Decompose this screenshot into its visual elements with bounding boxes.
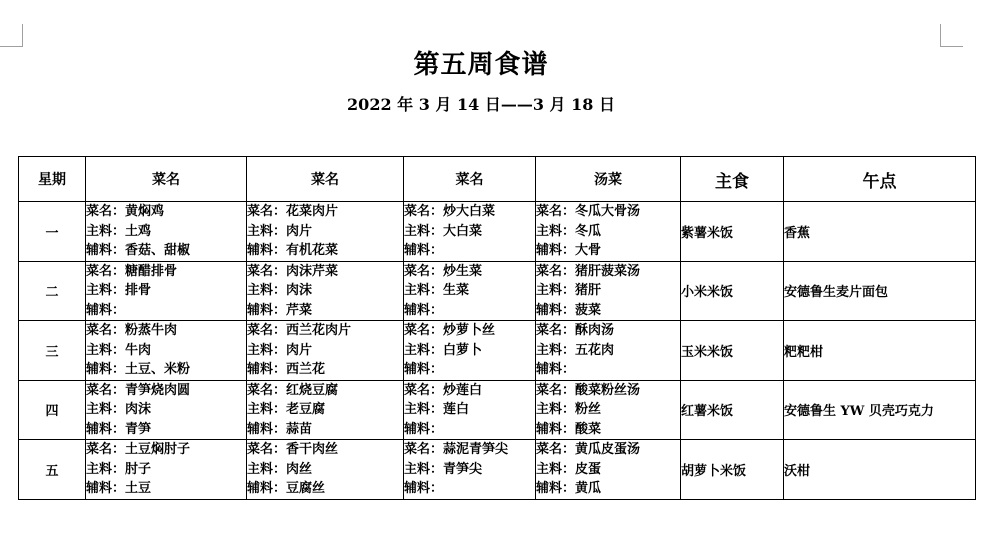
staple-cell: 紫薯米饭 — [681, 202, 784, 262]
side-ingredient: 辅料： — [404, 302, 444, 318]
side-ingredient: 辅料： — [404, 243, 444, 258]
side-ingredient: 辅料：土豆、米粉 — [86, 362, 191, 377]
main-ingredient: 主料：排骨 — [86, 283, 152, 298]
staple-cell: 胡萝卜米饭 — [681, 440, 784, 500]
side-ingredient: 辅料： — [86, 302, 126, 318]
main-ingredient: 主料：粉丝 — [536, 402, 602, 417]
snack-cell: 沃柑 — [784, 440, 976, 500]
dish-name: 菜名：糖醋排骨 — [86, 263, 178, 279]
snack-cell: 香蕉 — [784, 202, 976, 262]
header-dish-1: 菜名 — [86, 157, 247, 202]
dish-name: 菜名：粉蒸牛肉 — [86, 323, 178, 338]
dish-cell — [247, 380, 404, 440]
main-ingredient: 主料：白萝卜 — [404, 342, 483, 358]
main-ingredient: 主料：皮蛋 — [536, 461, 602, 477]
dish-name: 菜名：炒萝卜丝 — [404, 323, 496, 338]
main-ingredient: 主料：肉片 — [247, 223, 313, 239]
side-ingredient: 辅料： — [404, 362, 444, 377]
header-row — [19, 157, 976, 202]
dish-name: 菜名：香干肉丝 — [247, 442, 339, 457]
dish-cell — [247, 261, 404, 321]
date-range: 2022 年 3 月 14 日——3 月 18 日 — [347, 95, 615, 114]
dish-name: 菜名：土豆焖肘子 — [86, 442, 191, 457]
main-ingredient: 主料：冬瓜 — [536, 223, 602, 239]
dish-name: 菜名：红烧豆腐 — [247, 382, 339, 398]
header-weekday: 星期 — [19, 157, 86, 202]
side-ingredient: 辅料：西兰花 — [247, 362, 326, 377]
main-ingredient: 主料：土鸡 — [86, 223, 152, 239]
weekday-cell: 一 — [19, 202, 86, 262]
main-ingredient: 主料：五花肉 — [536, 342, 615, 358]
side-ingredient: 辅料： — [536, 362, 576, 377]
dish-cell — [86, 380, 247, 440]
main-ingredient: 主料：青笋尖 — [404, 461, 483, 477]
table-row — [19, 202, 976, 262]
side-ingredient: 辅料：土豆 — [86, 481, 152, 496]
weekday-cell: 二 — [19, 261, 86, 321]
dish-name: 菜名：肉沫芹菜 — [247, 263, 339, 279]
side-ingredient: 辅料：青笋 — [86, 421, 152, 437]
main-ingredient: 主料：肉沫 — [247, 283, 313, 298]
table-row — [19, 440, 976, 500]
dish-name: 菜名：酸菜粉丝汤 — [536, 382, 641, 398]
staple-cell: 红薯米饭 — [681, 380, 784, 440]
weekday-cell: 三 — [19, 321, 86, 381]
table-row — [19, 261, 976, 321]
dish-cell — [86, 440, 247, 500]
header-snack: 午点 — [784, 157, 976, 202]
header-dish-2: 菜名 — [247, 157, 404, 202]
main-ingredient: 主料：肉丝 — [247, 461, 313, 477]
header-soup: 汤菜 — [536, 157, 681, 202]
dish-cell — [404, 380, 536, 440]
side-ingredient: 辅料：黄瓜 — [536, 481, 602, 496]
dish-cell — [404, 321, 536, 381]
main-ingredient: 主料：牛肉 — [86, 342, 152, 358]
main-ingredient: 主料：肘子 — [86, 461, 152, 477]
dish-cell — [404, 202, 536, 262]
main-ingredient: 主料：生菜 — [404, 283, 470, 298]
dish-name: 菜名：炒莲白 — [404, 382, 483, 398]
snack-cell: 粑粑柑 — [784, 321, 976, 381]
menu-table — [18, 156, 976, 500]
main-ingredient: 主料：莲白 — [404, 402, 470, 417]
side-ingredient: 辅料：香菇、甜椒 — [86, 243, 191, 258]
dish-name: 菜名：蒜泥青笋尖 — [404, 442, 509, 457]
table-row — [19, 321, 976, 381]
side-ingredient: 辅料： — [404, 481, 444, 496]
main-ingredient: 主料：老豆腐 — [247, 402, 326, 417]
header-dish-3: 菜名 — [404, 157, 536, 202]
soup-cell — [536, 440, 681, 500]
dish-name: 菜名：黄瓜皮蛋汤 — [536, 442, 641, 457]
dish-name: 菜名：炒大白菜 — [404, 204, 496, 219]
weekday-cell: 五 — [19, 440, 86, 500]
dish-name: 菜名：西兰花肉片 — [247, 323, 352, 338]
dish-name: 菜名：花菜肉片 — [247, 204, 339, 219]
dish-cell — [404, 440, 536, 500]
dish-cell — [404, 261, 536, 321]
dish-cell — [247, 202, 404, 262]
dish-cell — [247, 440, 404, 500]
side-ingredient: 辅料：有机花菜 — [247, 243, 339, 258]
soup-cell — [536, 380, 681, 440]
staple-cell: 玉米米饭 — [681, 321, 784, 381]
dish-name: 菜名：青笋烧肉圆 — [86, 382, 191, 398]
snack-cell: 安德鲁生 YW 贝壳巧克力 — [784, 380, 976, 440]
side-ingredient: 辅料：芹菜 — [247, 302, 313, 318]
main-ingredient: 主料：猪肝 — [536, 283, 602, 298]
dish-cell — [247, 321, 404, 381]
dish-name: 菜名：冬瓜大骨汤 — [536, 204, 641, 219]
dish-name: 菜名：酥肉汤 — [536, 323, 615, 338]
side-ingredient: 辅料：蒜苗 — [247, 421, 313, 437]
dish-name: 菜名：猪肝菠菜汤 — [536, 263, 641, 279]
snack-cell: 安德鲁生麦片面包 — [784, 261, 976, 321]
side-ingredient: 辅料：酸菜 — [536, 421, 602, 437]
soup-cell — [536, 321, 681, 381]
main-ingredient: 主料：肉片 — [247, 342, 313, 358]
side-ingredient: 辅料：菠菜 — [536, 302, 602, 318]
dish-name: 菜名：黄焖鸡 — [86, 204, 165, 219]
weekday-cell: 四 — [19, 380, 86, 440]
dish-cell — [86, 261, 247, 321]
soup-cell — [536, 261, 681, 321]
page-title: 第五周食谱 — [413, 50, 549, 80]
dish-name: 菜名：炒生菜 — [404, 263, 483, 279]
dish-cell — [86, 202, 247, 262]
main-ingredient: 主料：大白菜 — [404, 223, 483, 239]
soup-cell — [536, 202, 681, 262]
main-ingredient: 主料：肉沫 — [86, 402, 152, 417]
table-row — [19, 380, 976, 440]
dish-cell — [86, 321, 247, 381]
side-ingredient: 辅料： — [404, 421, 444, 437]
header-staple: 主食 — [681, 157, 784, 202]
side-ingredient: 辅料：豆腐丝 — [247, 481, 326, 496]
side-ingredient: 辅料：大骨 — [536, 243, 602, 258]
staple-cell: 小米米饭 — [681, 261, 784, 321]
